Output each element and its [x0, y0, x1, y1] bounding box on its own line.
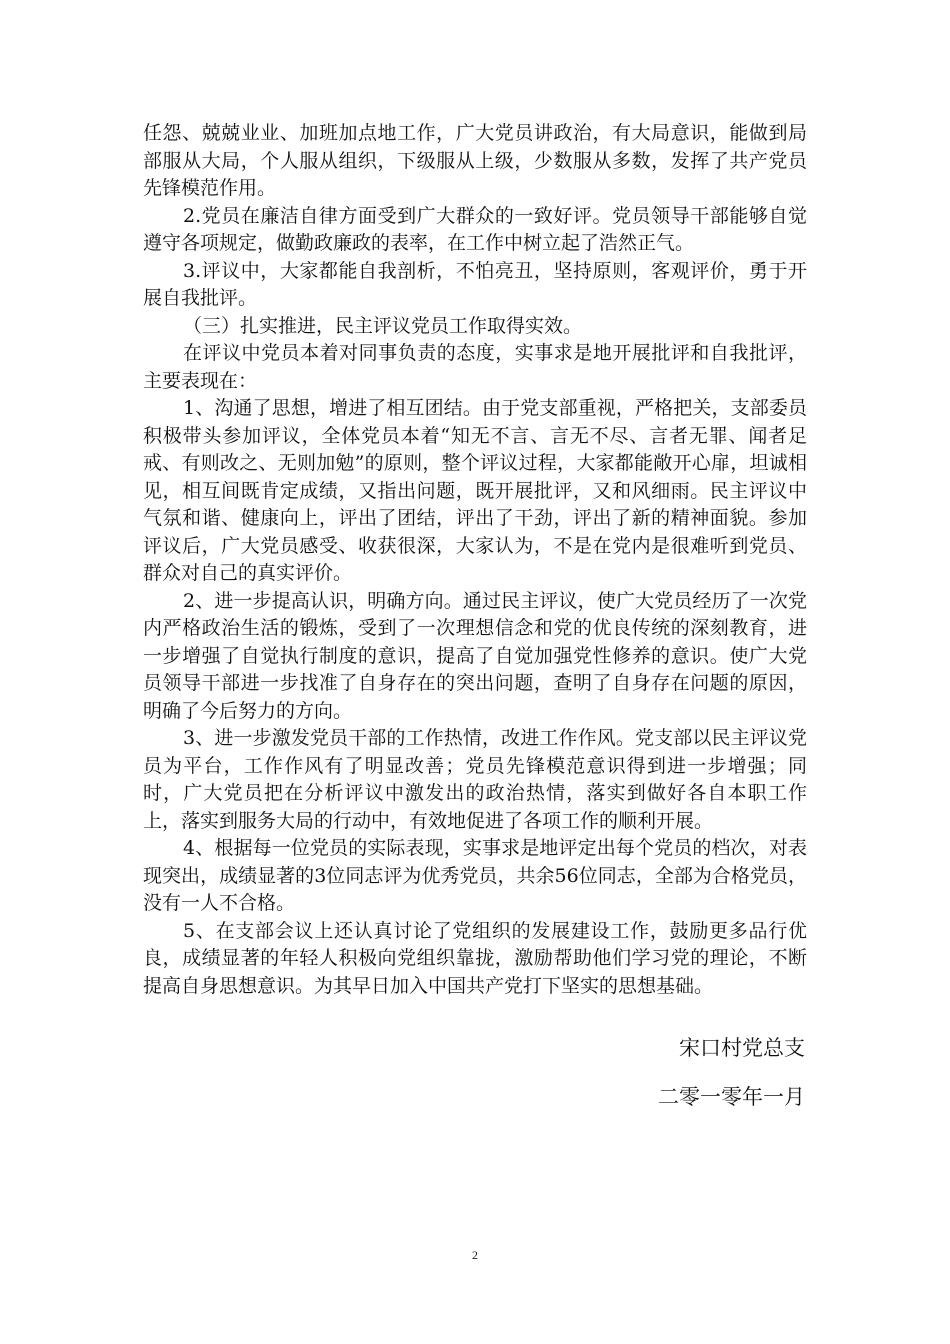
paragraph-point-1: 1、沟通了思想，增进了相互团结。由于党支部重视，严格把关，支部委员积极带头参加评议，全体党员本着“知无不言、言无不尽、言者无罪、闻者足戒、有则改之、无则加勉”的原则，整个评议过程，大家都能敞开心扉，坦诚相见，相互间既肯定成绩，又指出问题，既开展批评，又和风细雨。民主评议中气氛和谐、健康向上，评出了团结，评出了干劲，评出了新的精神面貌。参加评议后，广大党员感受、收获很深，大家认为，不是在党内是很难听到党员、群众对自己的真实评价。 — [143, 397, 807, 584]
paragraph-point-2: 2、进一步提高认识，明确方向。通过民主评议，使广大党员经历了一次党内严格政治生活的锻炼，受到了一次理想信念和党的优良传统的深刻教育，进一步增强了自觉执行制度的意识，提高了自觉加强党性修养的意识。使广大党员领导干部进一步找准了自身存在的突出问题，查明了自身存在问题的原因，明确了今后努力的方向。 — [143, 589, 807, 722]
paragraph-point-3: 3、进一步激发党员干部的工作热情，改进工作作风。党支部以民主评议党员为平台，工作作风有了明显改善；党员先锋模范意识得到进一步增强；同时，广大党员把在分析评议中激发出的政治热情，落实到做好各自本职工作上，落实到服务大局的行动中，有效地促进了各项工作的顺利开展。 — [143, 727, 807, 832]
paragraph-point-4: 4、根据每一位党员的实际表现，实事求是地评定出每个党员的档次，对表现突出，成绩显著的3位同志评为优秀党员，共余56位同志，全部为合格党员，没有一人不合格。 — [143, 837, 807, 914]
paragraph-continuation: 任怨、兢兢业业、加班加点地工作，广大党员讲政治，有大局意识，能做到局部服从大局，个人服从组织，下级服从上级，少数服从多数，发挥了共产党员先锋模范作用。 — [143, 122, 807, 199]
signature-date: 二零一零年一月 — [658, 1085, 805, 1109]
section-heading-3: （三）扎实推进，民主评议党员工作取得实效。 — [183, 314, 583, 337]
document-body — [143, 120, 807, 1000]
paragraph-item-2: 2.党员在廉洁自律方面受到广大群众的一致好评。党员领导干部能够自觉遵守各项规定，做勤政廉政的表率，在工作中树立起了浩然正气。 — [143, 204, 807, 254]
paragraph-item-3: 3.评议中，大家都能自我剖析，不怕亮丑，坚持原则，客观评价，勇于开展自我批评。 — [143, 259, 807, 309]
page-number: 2 — [472, 1248, 478, 1262]
signature-organization: 宋口村党总支 — [679, 1036, 805, 1060]
paragraph-point-5: 5、在支部会议上还认真讨论了党组织的发展建设工作，鼓励更多品行优良，成绩显著的年轻人积极向党组织靠拢，激励帮助他们学习党的理论，不断提高自身思想意识。为其早日加入中国共产党打下坚实的思想基础。 — [143, 919, 807, 997]
paragraph-intro: 在评议中党员本着对同事负责的态度，实事求是地开展批评和自我批评，主要表现在： — [143, 342, 807, 392]
